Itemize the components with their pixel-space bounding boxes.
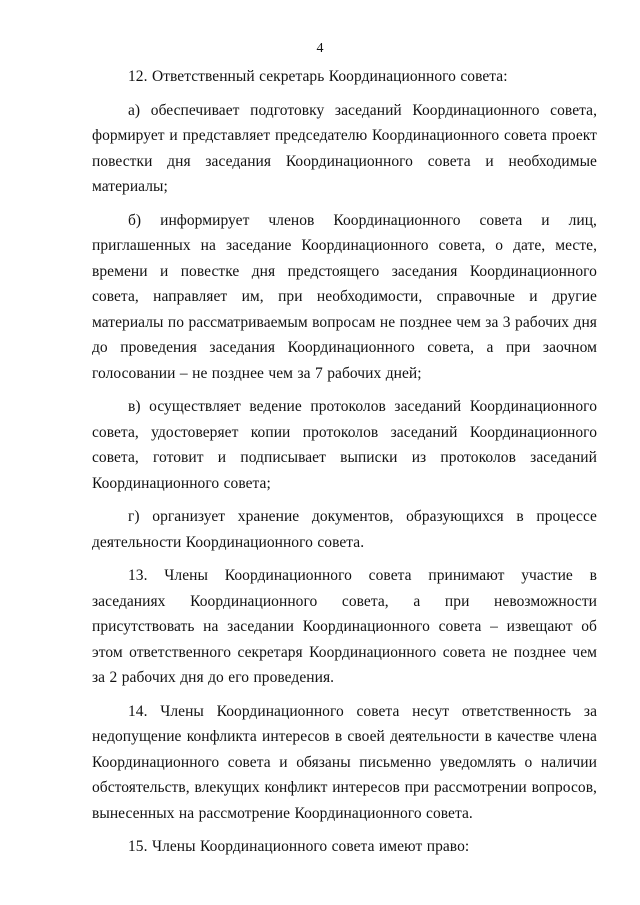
paragraph-13: 13. Члены Координационного совета принимают участие в заседаниях Координационного совета, а при невозможности присутствовать на заседании Координационного совета – извещают об этом ответственного секретаря Координационного совета не позднее чем за 2 рабочих дня до его проведения. bbox=[92, 567, 597, 686]
paragraph-12-item-g: г) организует хранение документов, образующихся в процессе деятельности Координационного совета. bbox=[92, 508, 597, 551]
document-body bbox=[92, 64, 597, 868]
paragraph-14: 14. Члены Координационного совета несут ответственность за недопущение конфликта интересов в своей деятельности в качестве члена Координационного совета и обязаны письменно уведомлять о наличии обстоятельств, влекущих конфликт интересов при рассмотрении вопросов, вынесенных на рассмотрение Координационного совета. bbox=[92, 702, 597, 822]
paragraph-15-heading: 15. Члены Координационного совета имеют право: bbox=[128, 838, 470, 855]
paragraph-12-item-b: б) информирует членов Координационного совета и лиц, приглашенных на заседание Координационного совета, о дате, месте, времени и повестке дня предстоящего заседания Координационного совета, направляет им, при необходимости, справочные и другие материалы по рассматриваемым вопросам не позднее чем за 3 рабочих дня до проведения заседания Координационного совета, а при заочном голосовании – не позднее чем за 7 рабочих дней; bbox=[92, 211, 597, 382]
paragraph-12-heading: 12. Ответственный секретарь Координационного совета: bbox=[128, 68, 508, 85]
paragraph-12-item-a: а) обеспечивает подготовку заседаний Координационного совета, формирует и представляет председателю Координационного совета проект повестки дня заседания Координационного совета и необходимые материалы; bbox=[92, 101, 597, 195]
paragraph-12-item-v: в) осуществляет ведение протоколов заседаний Координационного совета, удостоверяет копии протоколов заседаний Координационного совета, готовит и подписывает выписки из протоколов заседаний Координационного совета; bbox=[92, 398, 597, 492]
page-number: 4 bbox=[316, 41, 324, 56]
